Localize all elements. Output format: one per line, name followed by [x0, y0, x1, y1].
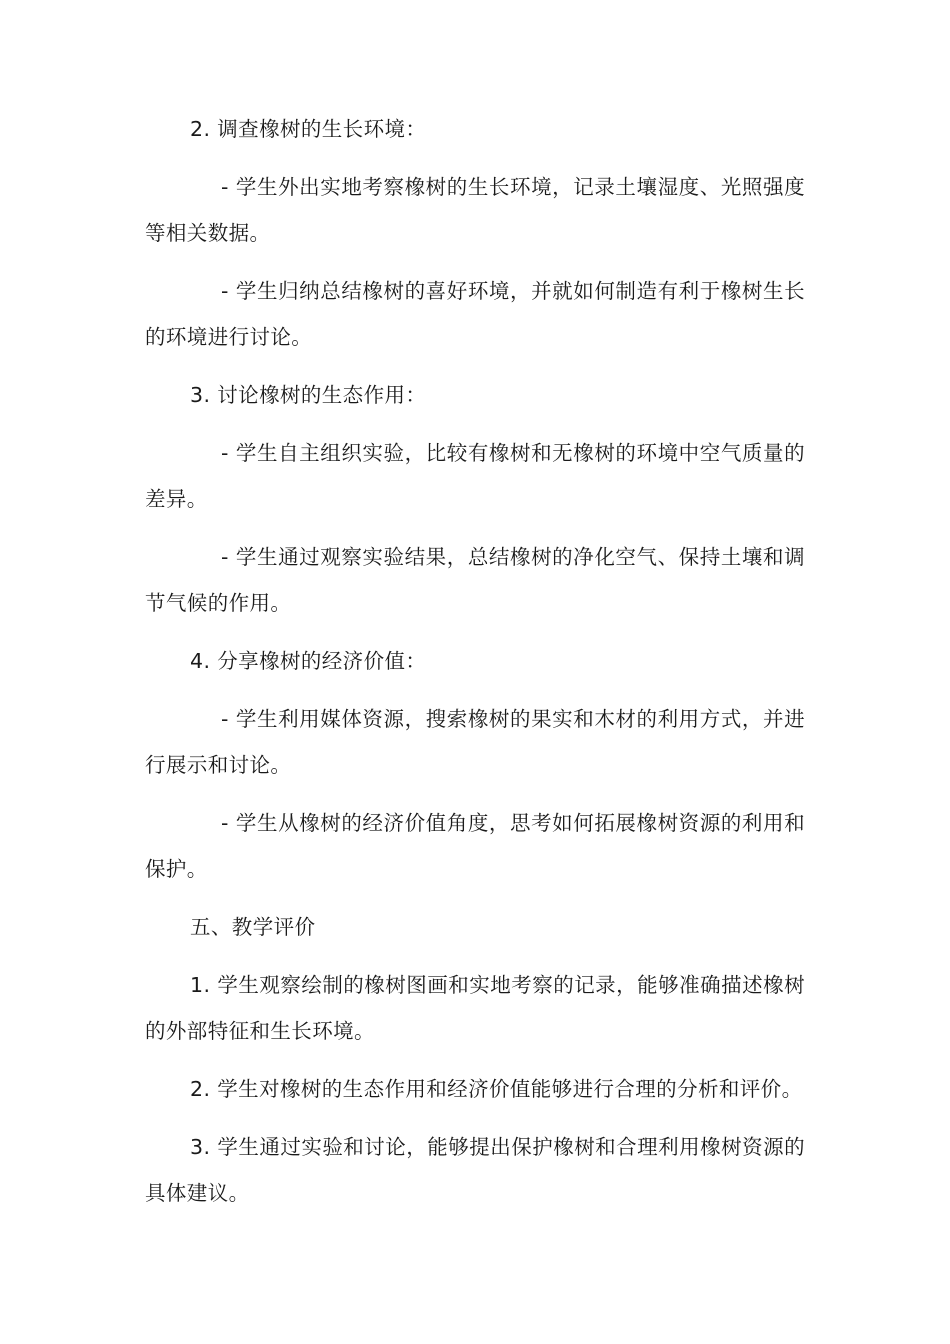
list-item: 2. 调查橡树的生长环境： — [190, 117, 427, 141]
sub-item: - 学生外出实地考察橡树的生长环境，记录土壤湿度、光照强度等相关数据。 — [145, 175, 805, 245]
document-body — [145, 106, 805, 1228]
list-item: 2. 学生对橡树的生态作用和经济价值能够进行合理的分析和评价。 — [190, 1077, 803, 1101]
sub-item: - 学生通过观察实验结果，总结橡树的净化空气、保持土壤和调节气候的作用。 — [145, 545, 805, 615]
sub-item: - 学生归纳总结橡树的喜好环境，并就如何制造有利于橡树生长的环境进行讨论。 — [145, 279, 805, 349]
section-heading: 五、教学评价 — [190, 915, 316, 939]
list-item: 3. 讨论橡树的生态作用： — [190, 383, 427, 407]
list-item: 1. 学生观察绘制的橡树图画和实地考察的记录，能够准确描述橡树的外部特征和生长环境。 — [145, 973, 805, 1043]
list-item: 4. 分享橡树的经济价值： — [190, 649, 427, 673]
sub-item: - 学生利用媒体资源，搜索橡树的果实和木材的利用方式，并进行展示和讨论。 — [145, 707, 805, 777]
list-item: 3. 学生通过实验和讨论，能够提出保护橡树和合理利用橡树资源的具体建议。 — [145, 1135, 805, 1205]
sub-item: - 学生从橡树的经济价值角度，思考如何拓展橡树资源的利用和保护。 — [145, 811, 805, 881]
sub-item: - 学生自主组织实验，比较有橡树和无橡树的环境中空气质量的差异。 — [145, 441, 805, 511]
